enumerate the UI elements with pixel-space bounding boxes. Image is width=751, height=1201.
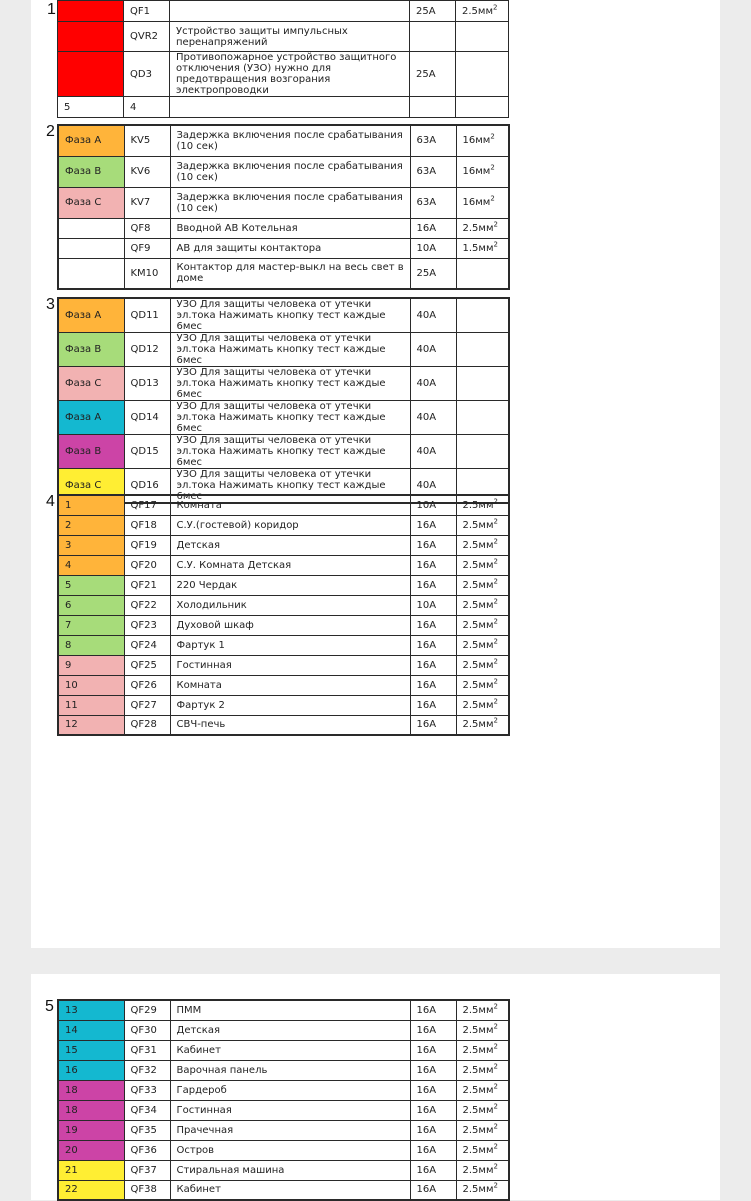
description-cell: Детская (170, 1020, 410, 1040)
description-cell: УЗО Для защиты человека от утечки эл.тока Нажимать кнопку тест каждые 6мес (170, 298, 410, 333)
device-code-cell: QF19 (124, 535, 170, 555)
current-rating-cell: 16A (410, 715, 456, 735)
phase-label-cell: 16 (58, 1060, 124, 1080)
current-rating-cell: 16A (410, 675, 456, 695)
cable-section-value: 16мм (462, 197, 491, 208)
table-row (58, 22, 509, 52)
cable-section-cell (456, 695, 509, 715)
description-cell: Фартук 1 (170, 635, 410, 655)
current-rating-cell: 16A (410, 635, 456, 655)
cable-section-superscript: 2 (493, 1082, 498, 1091)
table-row (58, 1000, 509, 1020)
phase-label-cell: 19 (58, 1120, 124, 1140)
phase-label-cell: Фаза В (58, 333, 124, 367)
cable-section-cell (456, 435, 509, 469)
table-row (58, 1100, 509, 1120)
current-rating-cell: 10A (410, 595, 456, 615)
description-cell: С.У. Комната Детская (170, 555, 410, 575)
description-cell: Фартук 2 (170, 695, 410, 715)
phase-label-cell: 14 (58, 1020, 124, 1040)
description-cell: УЗО Для защиты человека от утечки эл.тока Нажимать кнопку тест каждые 6мес (170, 435, 410, 469)
device-code-cell: QD3 (124, 52, 170, 97)
description-cell: Устройство защиты импульсных перенапряжений (170, 22, 410, 52)
current-rating-cell: 16A (410, 515, 456, 535)
cable-section-value: 2.5мм (462, 222, 494, 234)
device-code-cell: QD15 (124, 435, 170, 469)
current-rating-cell: 16A (410, 695, 456, 715)
cable-section-cell (456, 535, 509, 555)
cable-section-cell (456, 1060, 509, 1080)
table-row (58, 333, 509, 367)
cable-section-cell (456, 555, 509, 575)
table-row (58, 535, 509, 555)
device-code-cell: KV6 (124, 156, 170, 187)
device-code-cell: QD12 (124, 333, 170, 367)
cable-section-cell (456, 367, 509, 401)
current-rating-cell: 16A (410, 1000, 456, 1020)
table-row (58, 595, 509, 615)
cable-section-cell (456, 715, 509, 735)
table-row (58, 156, 509, 187)
phase-label-cell: 12 (58, 715, 124, 735)
description-cell: Холодильник (170, 595, 410, 615)
cable-section-value: 2.5мм (462, 1124, 494, 1136)
device-code-cell: QF27 (124, 695, 170, 715)
cable-section-value: 2.5мм (462, 1044, 494, 1056)
table-row (58, 1020, 509, 1040)
table-row (58, 635, 509, 655)
cable-section-value: 2.5мм (462, 579, 494, 591)
phase-label-cell: 8 (58, 635, 124, 655)
device-code-cell: QF20 (124, 555, 170, 575)
current-rating-cell: 40A (410, 333, 456, 367)
device-code-cell: QF38 (124, 1180, 170, 1200)
table-row (58, 1180, 509, 1200)
cable-section-value: 2.5мм (462, 719, 494, 731)
table-row (58, 495, 509, 515)
cable-section-cell (456, 1180, 509, 1200)
table-row (58, 238, 509, 258)
cable-section-cell (456, 655, 509, 675)
description-cell: СВЧ-печь (170, 715, 410, 735)
description-cell: Противопожарное устройство защитного отключения (УЗО) нужно для предотвращения возгорания электропроводки (170, 52, 410, 97)
current-rating-cell: 16A (410, 1060, 456, 1080)
table-row (58, 1080, 509, 1100)
device-code-cell: KM10 (124, 258, 170, 289)
phase-label-cell: 18 (58, 1100, 124, 1120)
current-rating-cell: 40A (410, 401, 456, 435)
description-cell: Комната (170, 675, 410, 695)
phase-label-cell: Фаза С (58, 367, 124, 401)
cable-section-cell (456, 258, 509, 289)
table-row (58, 555, 509, 575)
current-rating-cell: 40A (410, 435, 456, 469)
phase-label-cell (58, 238, 124, 258)
device-code-cell: QF28 (124, 715, 170, 735)
cable-section-cell (456, 52, 509, 97)
cable-section-value: 2.5мм (462, 1084, 494, 1096)
cable-section-cell (456, 1040, 509, 1060)
cable-section-superscript: 2 (493, 1142, 498, 1151)
cable-section-superscript: 2 (493, 1122, 498, 1131)
device-code-cell: QF31 (124, 1040, 170, 1060)
cable-section-superscript: 2 (493, 220, 498, 229)
phase-label-cell: Фаза С (58, 469, 124, 504)
cable-section-cell (456, 1160, 509, 1180)
table-row (58, 52, 509, 97)
description-cell: Комната (170, 495, 410, 515)
table-row (58, 675, 509, 695)
description-cell: Остров (170, 1140, 410, 1160)
cable-section-value: 2.5мм (462, 599, 494, 611)
phase-label-cell: 2 (58, 515, 124, 535)
description-cell: УЗО Для защиты человека от утечки эл.тока Нажимать кнопку тест каждые 6мес (170, 401, 410, 435)
current-rating-cell: 25A (410, 258, 456, 289)
phase-label-cell (58, 52, 124, 97)
cable-section-superscript: 2 (493, 1002, 498, 1011)
phase-label-cell: 10 (58, 675, 124, 695)
description-cell: УЗО Для защиты человека от утечки эл.тока Нажимать кнопку тест каждые 6мес (170, 333, 410, 367)
cable-section-cell (456, 615, 509, 635)
phase-label-cell: 3 (58, 535, 124, 555)
cable-section-cell (456, 1140, 509, 1160)
device-code-cell: QF17 (124, 495, 170, 515)
current-rating-cell (410, 97, 456, 118)
phase-label-cell: 9 (58, 655, 124, 675)
current-rating-cell: 16A (410, 1180, 456, 1200)
device-code-cell: QF35 (124, 1120, 170, 1140)
cable-section-value: 2.5мм (462, 1104, 494, 1116)
cable-section-value: 16мм (462, 135, 491, 147)
device-code-cell: KV5 (124, 125, 170, 156)
device-code-cell: QF23 (124, 615, 170, 635)
table-row (58, 1040, 509, 1060)
cable-section-cell (456, 635, 509, 655)
current-rating-cell: 25A (410, 1, 456, 22)
cable-section-cell (456, 333, 509, 367)
device-code-cell: QF22 (124, 595, 170, 615)
cable-section-value: 2.5мм (462, 1144, 494, 1156)
cable-section-superscript: 2 (493, 597, 498, 606)
cable-section-cell (456, 22, 509, 52)
cable-section-cell (456, 1100, 509, 1120)
table-row (58, 218, 509, 238)
cable-section-cell (456, 1020, 509, 1040)
device-code-cell: QF1 (124, 1, 170, 22)
cable-section-value: 2.5мм (462, 1064, 494, 1076)
cable-section-superscript: 2 (490, 194, 495, 203)
section-number: 3 (46, 296, 55, 313)
cable-section-superscript: 2 (490, 163, 495, 172)
cable-section-cell (456, 595, 509, 615)
description-cell (170, 1, 410, 22)
current-rating-cell: 63A (410, 125, 456, 156)
cable-section-superscript: 2 (493, 1062, 498, 1071)
phase-label-cell: 13 (58, 1000, 124, 1020)
phase-label-cell (58, 258, 124, 289)
table-row (58, 97, 509, 118)
section-1-table (57, 0, 509, 118)
cable-section-value: 2.5мм (462, 659, 494, 671)
cable-section-superscript: 2 (493, 497, 498, 506)
description-cell: ПММ (170, 1000, 410, 1020)
phase-label-cell: 11 (58, 695, 124, 715)
cable-section-cell (456, 515, 509, 535)
section-number: 5 (45, 998, 54, 1015)
cable-section-cell (456, 1120, 509, 1140)
cable-section-cell (456, 1000, 509, 1020)
table-row (58, 125, 509, 156)
cable-section-cell (456, 495, 509, 515)
table-row (58, 1120, 509, 1140)
current-rating-cell: 10A (410, 238, 456, 258)
description-cell: Детская (170, 535, 410, 555)
section-number: 2 (46, 123, 55, 140)
cable-section-superscript: 2 (493, 637, 498, 646)
description-cell: УЗО Для защиты человека от утечки эл.тока Нажимать кнопку тест каждые 6мес (170, 469, 410, 504)
current-rating-cell: 40A (410, 298, 456, 333)
phase-label-cell: 1 (58, 495, 124, 515)
description-cell: 220 Чердак (170, 575, 410, 595)
description-cell: Гардероб (170, 1080, 410, 1100)
cable-section-value: 2.5мм (462, 619, 494, 631)
description-cell: Гостинная (170, 655, 410, 675)
table-row (58, 695, 509, 715)
cable-section-value: 2.5мм (462, 1004, 494, 1016)
device-code-cell: QVR2 (124, 22, 170, 52)
current-rating-cell: 10A (410, 495, 456, 515)
section-4-table (57, 494, 510, 736)
phase-label-cell: Фаза А (58, 125, 124, 156)
description-cell: Задержка включения после срабатывания (10 сек) (170, 156, 410, 187)
current-rating-cell: 63A (410, 156, 456, 187)
phase-label-cell: Фаза А (58, 298, 124, 333)
table-row (58, 575, 509, 595)
current-rating-cell: 40A (410, 367, 456, 401)
description-cell: УЗО Для защиты человека от утечки эл.тока Нажимать кнопку тест каждые 6мес (170, 367, 410, 401)
description-cell: Задержка включения после срабатывания (10 сек) (170, 187, 410, 218)
description-cell (170, 97, 410, 118)
cable-section-cell (456, 401, 509, 435)
device-code-cell: QF21 (124, 575, 170, 595)
cable-section-superscript: 2 (493, 1162, 498, 1171)
cable-section-superscript: 2 (493, 617, 498, 626)
phase-label-cell: 5 (58, 575, 124, 595)
device-code-cell: QF25 (124, 655, 170, 675)
device-code-cell: QF26 (124, 675, 170, 695)
table-row (58, 615, 509, 635)
cable-section-value: 2.5мм (462, 699, 494, 711)
cable-section-value: 2.5мм (462, 1164, 494, 1176)
device-code-cell: QF29 (124, 1000, 170, 1020)
cable-section-value: 2.5мм (462, 679, 494, 691)
current-rating-cell: 16A (410, 218, 456, 238)
cable-section-superscript: 2 (493, 537, 498, 546)
current-rating-cell: 25A (410, 52, 456, 97)
table-row (58, 1, 509, 22)
section-2-table (57, 124, 510, 290)
description-cell: Вводной АВ Котельная (170, 218, 410, 238)
cable-section-superscript: 2 (493, 1022, 498, 1031)
cable-section-value: 1.5мм (462, 242, 494, 254)
device-code-cell: QD11 (124, 298, 170, 333)
phase-label-cell (58, 22, 124, 52)
cable-section-value: 2.5мм (462, 1184, 494, 1196)
section-5-table (57, 999, 510, 1201)
cable-section-superscript: 2 (490, 132, 495, 141)
device-code-cell: QF18 (124, 515, 170, 535)
table-row (58, 435, 509, 469)
current-rating-cell: 16A (410, 615, 456, 635)
section-number: 4 (46, 493, 55, 510)
phase-label-cell (58, 218, 124, 238)
table-row (58, 298, 509, 333)
table-row (58, 1140, 509, 1160)
table-row (58, 1160, 509, 1180)
cable-section-cell (456, 1080, 509, 1100)
current-rating-cell: 63A (410, 187, 456, 218)
description-cell: Кабинет (170, 1180, 410, 1200)
device-code-cell: QF36 (124, 1140, 170, 1160)
device-code-cell: QF33 (124, 1080, 170, 1100)
cable-section-value: 2.5мм (462, 5, 493, 17)
phase-label-cell: 18 (58, 1080, 124, 1100)
table-row (58, 367, 509, 401)
cable-section-superscript: 2 (493, 517, 498, 526)
current-rating-cell (410, 22, 456, 52)
cable-section-superscript: 2 (493, 697, 498, 706)
current-rating-cell: 16A (410, 1160, 456, 1180)
cable-section-superscript: 2 (493, 3, 498, 12)
description-cell: С.У.(гостевой) коридор (170, 515, 410, 535)
phase-label-cell: 4 (58, 555, 124, 575)
current-rating-cell: 16A (410, 1100, 456, 1120)
cable-section-cell (456, 187, 509, 218)
device-code-cell: QD16 (124, 469, 170, 504)
description-cell: Варочная панель (170, 1060, 410, 1080)
device-code-cell: QF34 (124, 1100, 170, 1120)
cable-section-value: 16мм (462, 166, 491, 177)
cable-section-superscript: 2 (493, 240, 498, 249)
table-row (58, 258, 509, 289)
phase-label-cell: Фаза С (58, 187, 124, 218)
phase-label-cell: 20 (58, 1140, 124, 1160)
device-code-cell: QD14 (124, 401, 170, 435)
cable-section-superscript: 2 (493, 1181, 498, 1190)
current-rating-cell: 16A (410, 1040, 456, 1060)
cable-section-value: 2.5мм (462, 499, 494, 511)
phase-label-cell: 6 (58, 595, 124, 615)
current-rating-cell: 16A (410, 1120, 456, 1140)
phase-label-cell (58, 1, 124, 22)
phase-label-cell: Фаза В (58, 435, 124, 469)
device-code-cell: 4 (124, 97, 170, 118)
phase-label-cell: Фаза В (58, 156, 124, 187)
cable-section-value: 2.5мм (462, 639, 494, 651)
device-code-cell: QF9 (124, 238, 170, 258)
current-rating-cell: 16A (410, 575, 456, 595)
table-row (58, 515, 509, 535)
description-cell: АВ для защиты контактора (170, 238, 410, 258)
phase-label-cell: Фаза А (58, 401, 124, 435)
cable-section-cell (456, 1, 509, 22)
description-cell: Задержка включения после срабатывания (10 сек) (170, 125, 410, 156)
description-cell: Духовой шкаф (170, 615, 410, 635)
current-rating-cell: 16A (410, 535, 456, 555)
cable-section-cell (456, 156, 509, 187)
table-row (58, 401, 509, 435)
cable-section-cell (456, 575, 509, 595)
description-cell: Гостинная (170, 1100, 410, 1120)
description-cell: Стиральная машина (170, 1160, 410, 1180)
description-cell: Прачечная (170, 1120, 410, 1140)
device-code-cell: QF32 (124, 1060, 170, 1080)
table-row (58, 1060, 509, 1080)
section-number: 1 (47, 1, 56, 18)
cable-section-superscript: 2 (493, 557, 498, 566)
current-rating-cell: 16A (410, 1020, 456, 1040)
cable-section-cell (456, 675, 509, 695)
cable-section-superscript: 2 (493, 677, 498, 686)
cable-section-superscript: 2 (493, 1042, 498, 1051)
current-rating-cell: 16A (410, 1140, 456, 1160)
table-row (58, 715, 509, 735)
current-rating-cell: 16A (410, 1080, 456, 1100)
description-cell: Контактор для мастер-выкл на весь свет в доме (170, 258, 410, 289)
cable-section-superscript: 2 (493, 577, 498, 586)
section-3-table (57, 297, 510, 504)
cable-section-superscript: 2 (493, 1102, 498, 1111)
cable-section-superscript: 2 (493, 716, 498, 725)
device-code-cell: QD13 (124, 367, 170, 401)
cable-section-cell (456, 238, 509, 258)
current-rating-cell: 16A (410, 655, 456, 675)
cable-section-value: 2.5мм (462, 1024, 494, 1036)
cable-section-superscript: 2 (493, 657, 498, 666)
device-code-cell: KV7 (124, 187, 170, 218)
device-code-cell: QF30 (124, 1020, 170, 1040)
device-code-cell: QF8 (124, 218, 170, 238)
cable-section-value: 2.5мм (462, 519, 494, 531)
cable-section-cell (456, 298, 509, 333)
cable-section-value: 2.5мм (462, 539, 494, 551)
cable-section-cell (456, 125, 509, 156)
cable-section-cell (456, 218, 509, 238)
table-row (58, 187, 509, 218)
current-rating-cell: 16A (410, 555, 456, 575)
phase-label-cell: 5 (58, 97, 124, 118)
phase-label-cell: 15 (58, 1040, 124, 1060)
phase-label-cell: 21 (58, 1160, 124, 1180)
table-row (58, 655, 509, 675)
cable-section-cell (456, 97, 509, 118)
description-cell: Кабинет (170, 1040, 410, 1060)
device-code-cell: QF24 (124, 635, 170, 655)
phase-label-cell: 22 (58, 1180, 124, 1200)
cable-section-value: 2.5мм (462, 559, 494, 571)
device-code-cell: QF37 (124, 1160, 170, 1180)
current-rating-cell: 40A (410, 469, 456, 504)
phase-label-cell: 7 (58, 615, 124, 635)
